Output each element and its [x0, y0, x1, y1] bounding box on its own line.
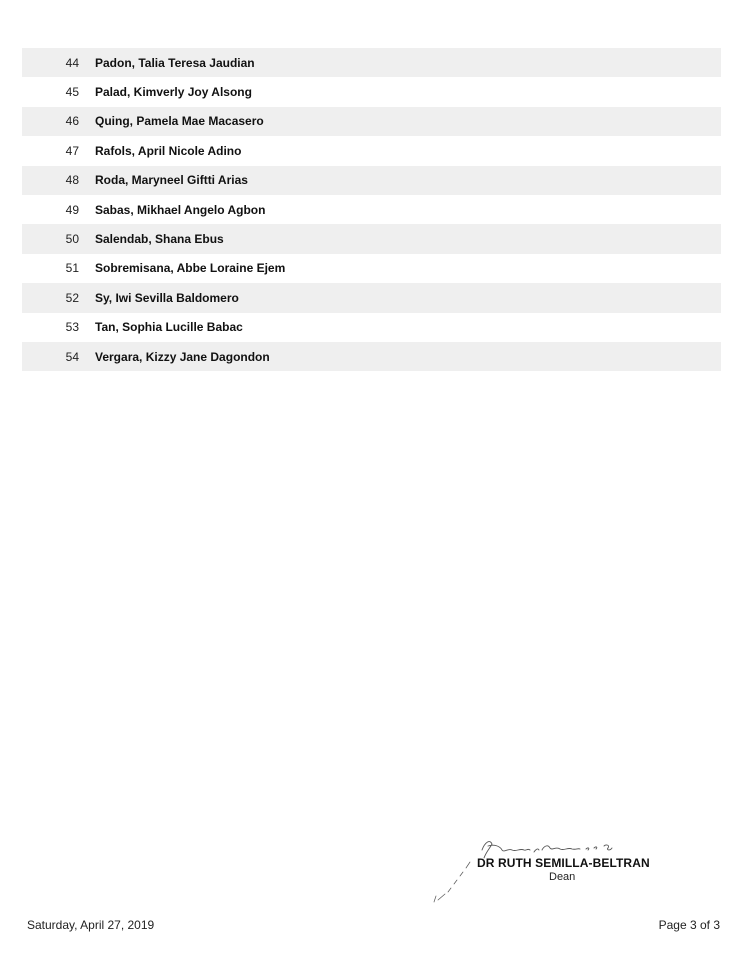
row-number: 54	[65, 349, 79, 364]
student-name: Palad, Kimverly Joy Alsong	[95, 85, 252, 100]
student-name: Salendab, Shana Ebus	[95, 232, 224, 247]
row-number: 52	[65, 290, 79, 305]
row-number: 48	[65, 173, 79, 188]
handwritten-signature	[430, 836, 660, 906]
list-row	[22, 195, 721, 224]
row-number: 46	[65, 114, 79, 129]
list-row	[22, 254, 721, 283]
student-name: Roda, Maryneel Giftti Arias	[95, 173, 248, 188]
list-row	[22, 107, 721, 136]
row-number: 53	[65, 320, 79, 335]
signatory-title: Dean	[549, 871, 576, 883]
list-row	[22, 342, 721, 371]
row-number: 50	[65, 232, 79, 247]
list-row	[22, 313, 721, 342]
student-name: Quing, Pamela Mae Macasero	[95, 114, 264, 129]
list-row	[22, 224, 721, 253]
list-row	[22, 48, 721, 77]
list-row	[22, 166, 721, 195]
row-number: 45	[65, 85, 79, 100]
row-number: 44	[65, 55, 79, 70]
student-list	[22, 48, 721, 371]
list-row	[22, 283, 721, 312]
student-name: Tan, Sophia Lucille Babac	[95, 320, 243, 335]
student-name: Vergara, Kizzy Jane Dagondon	[95, 349, 270, 364]
row-number: 51	[65, 261, 79, 276]
footer-date: Saturday, April 27, 2019	[27, 918, 155, 932]
student-name: Rafols, April Nicole Adino	[95, 143, 242, 158]
student-name: Sy, Iwi Sevilla Baldomero	[95, 290, 239, 305]
list-row	[22, 77, 721, 106]
row-number: 49	[65, 202, 79, 217]
signatory-name: DR RUTH SEMILLA-BELTRAN	[477, 856, 650, 870]
page-number: Page 3 of 3	[658, 918, 720, 932]
student-name: Sabas, Mikhael Angelo Agbon	[95, 202, 266, 217]
row-number: 47	[65, 143, 79, 158]
student-name: Sobremisana, Abbe Loraine Ejem	[95, 261, 286, 276]
signature-block	[430, 836, 660, 906]
list-row	[22, 136, 721, 165]
student-name: Padon, Talia Teresa Jaudian	[95, 55, 255, 70]
